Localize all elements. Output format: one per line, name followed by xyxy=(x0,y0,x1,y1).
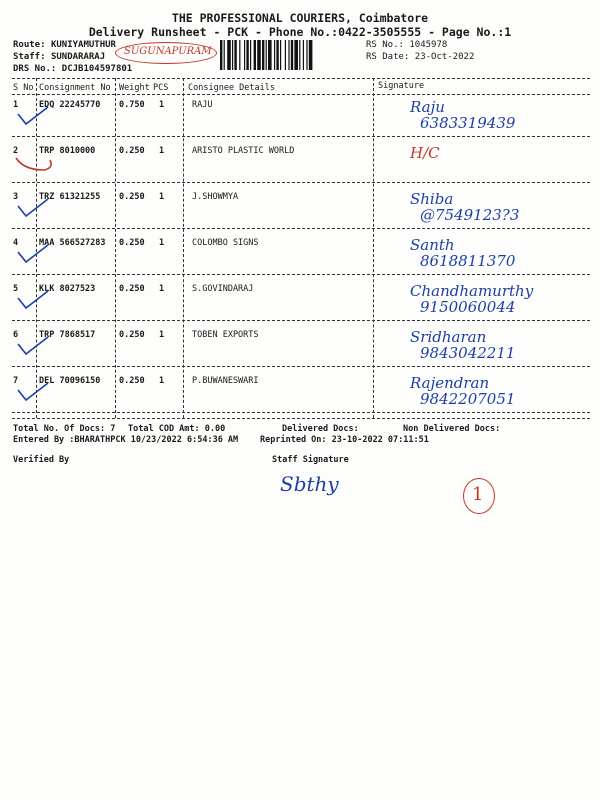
row-separator xyxy=(12,182,590,183)
col-divider xyxy=(115,78,116,418)
rs-no-info xyxy=(366,40,447,50)
row-signature: Santh xyxy=(410,236,455,254)
route-value: KUNIYAMUTHUR xyxy=(50,40,116,50)
barcode-bar xyxy=(244,40,245,70)
non-delivered-docs: Non Delivered Docs: xyxy=(403,424,501,434)
entered-by: Entered By :BHARATHPCK 10/23/2022 6:54:36 AM xyxy=(13,435,239,445)
row-signature: Chandhamurthy xyxy=(410,282,534,300)
check-mark-icon xyxy=(14,242,54,268)
circled-number: 1 xyxy=(472,484,484,505)
col-divider xyxy=(373,78,374,418)
check-mark-icon xyxy=(14,380,54,406)
barcode-bar xyxy=(257,40,261,70)
handwritten-area-note: SUGUNAPURAM xyxy=(124,46,212,57)
total-docs: Total No. Of Docs: 7 xyxy=(13,424,116,434)
row-pcs: 1 xyxy=(159,146,165,156)
barcode-bar xyxy=(232,40,233,70)
row-pcs: 1 xyxy=(159,376,165,386)
row-pcs: 1 xyxy=(159,238,165,248)
row-consignment: EDQ 22245770 xyxy=(39,100,101,110)
barcode-bar xyxy=(254,40,256,70)
row-signature: Sridharan xyxy=(410,328,487,346)
row-separator xyxy=(12,228,590,229)
row-weight: 0.250 xyxy=(119,146,145,156)
row-separator xyxy=(12,412,590,413)
barcode xyxy=(220,40,358,72)
staff-info xyxy=(13,52,105,62)
col-sno: S No xyxy=(13,83,34,93)
row-signature: Raju xyxy=(410,98,445,116)
row-pcs: 1 xyxy=(159,192,165,202)
barcode-bar xyxy=(239,40,240,70)
row-sno: 1 xyxy=(13,100,19,110)
verified-by-label: Verified By xyxy=(13,455,70,465)
reprinted-on: Reprinted On: 23-10-2022 07:11:51 xyxy=(260,435,429,445)
route-info xyxy=(13,40,116,50)
row-consignee: TOBEN EXPORTS xyxy=(192,330,259,340)
row-signature-phone: 9842207051 xyxy=(420,390,516,408)
barcode-bar xyxy=(288,40,289,70)
rs-no-label: RS No.: xyxy=(366,40,404,50)
delivered-docs: Delivered Docs: xyxy=(282,424,359,434)
row-signature: Shiba xyxy=(410,190,454,208)
row-separator xyxy=(12,274,590,275)
row-consignee: COLOMBO SIGNS xyxy=(192,238,259,248)
row-weight: 0.250 xyxy=(119,192,145,202)
staff-signature-hand: Sbthy xyxy=(280,472,339,496)
row-consignee: S.GOVINDARAJ xyxy=(192,284,254,294)
col-divider xyxy=(183,78,184,418)
row-weight: 0.250 xyxy=(119,330,145,340)
check-mark-icon xyxy=(14,334,54,360)
row-consignee: J.SHOWMYA xyxy=(192,192,239,202)
total-cod: Total COD Amt: 0.00 xyxy=(128,424,226,434)
barcode-bar xyxy=(285,40,286,70)
barcode-bar xyxy=(299,40,300,70)
row-consignment: DEL 70096150 xyxy=(39,376,101,386)
table-bottom-rule xyxy=(12,418,590,419)
table-header-rule xyxy=(12,94,590,95)
rs-date-value: 23-Oct-2022 xyxy=(414,52,475,62)
staff-signature-label: Staff Signature xyxy=(272,455,349,465)
row-sno: 2 xyxy=(13,146,19,156)
row-pcs: 1 xyxy=(159,284,165,294)
barcode-bar xyxy=(306,40,307,70)
barcode-bar xyxy=(268,40,272,70)
runsheet-subtitle: Delivery Runsheet - PCK - Phone No.:0422-3505555 - Page No.:1 xyxy=(88,25,512,39)
drs-label: DRS No.: xyxy=(13,64,57,74)
check-mark-icon xyxy=(14,288,54,314)
row-signature-phone: 6383319439 xyxy=(420,114,516,132)
col-consignment: Consignment No xyxy=(39,83,111,93)
row-consignee: RAJU xyxy=(192,100,213,110)
row-signature-phone: 8618811370 xyxy=(420,252,516,270)
route-label: Route: xyxy=(13,40,46,50)
barcode-bar xyxy=(262,40,264,70)
row-consignment: TRP 7868517 xyxy=(39,330,96,340)
rs-date-info xyxy=(366,52,474,62)
row-pcs: 1 xyxy=(159,100,165,110)
barcode-bar xyxy=(280,40,281,70)
row-sno: 6 xyxy=(13,330,19,340)
row-pcs: 1 xyxy=(159,330,165,340)
barcode-bar xyxy=(246,40,248,70)
row-consignment: TRP 8010000 xyxy=(39,146,96,156)
check-mark-icon xyxy=(14,196,54,222)
row-consignee: ARISTO PLASTIC WORLD xyxy=(192,146,295,156)
row-sno: 7 xyxy=(13,376,19,386)
row-signature-phone: @7549123?3 xyxy=(420,206,520,224)
barcode-bar xyxy=(220,40,222,70)
drs-info xyxy=(13,64,132,74)
barcode-bar xyxy=(234,40,236,70)
col-consignee: Consignee Details xyxy=(188,83,275,93)
drs-value: DCJB104597801 xyxy=(61,64,133,74)
staff-value: SUNDARARAJ xyxy=(50,52,106,62)
rs-date-label: RS Date: xyxy=(366,52,410,62)
staff-label: Staff: xyxy=(13,52,46,62)
table-top-rule xyxy=(12,78,590,79)
document-title: THE PROFESSIONAL COURIERS, Coimbatore xyxy=(171,11,429,25)
barcode-bar xyxy=(291,40,293,70)
row-signature-phone: 9843042211 xyxy=(420,344,516,362)
row-sno: 4 xyxy=(13,238,19,248)
row-weight: 0.750 xyxy=(119,100,145,110)
row-signature-phone: 9150060044 xyxy=(420,298,516,316)
barcode-bar xyxy=(294,40,298,70)
barcode-bar xyxy=(309,40,313,70)
row-weight: 0.250 xyxy=(119,376,145,386)
row-separator xyxy=(12,136,590,137)
barcode-bar xyxy=(266,40,267,70)
row-weight: 0.250 xyxy=(119,238,145,248)
row-consignment: KLK 8027523 xyxy=(39,284,96,294)
red-strike-mark xyxy=(14,150,54,176)
col-weight: Weight xyxy=(119,83,150,93)
col-pcs: PCS xyxy=(153,83,169,93)
row-separator xyxy=(12,320,590,321)
row-sno: 3 xyxy=(13,192,19,202)
row-signature: Rajendran xyxy=(410,374,490,392)
barcode-bar xyxy=(227,40,231,70)
row-consignment: MAA 566527283 xyxy=(39,238,106,248)
row-weight: 0.250 xyxy=(119,284,145,294)
row-consignee: P.BUWANESWARI xyxy=(192,376,259,386)
barcode-bar xyxy=(303,40,304,70)
barcode-bar xyxy=(274,40,275,70)
row-sno: 5 xyxy=(13,284,19,294)
barcode-bar xyxy=(224,40,225,70)
check-mark-icon xyxy=(14,104,54,130)
row-signature: H/C xyxy=(410,144,440,162)
row-consignment: TRZ 61321255 xyxy=(39,192,101,202)
row-separator xyxy=(12,366,590,367)
barcode-bar xyxy=(276,40,278,70)
barcode-bar xyxy=(250,40,251,70)
rs-no-value: 1045978 xyxy=(409,40,448,50)
col-signature: Signature xyxy=(378,81,425,91)
